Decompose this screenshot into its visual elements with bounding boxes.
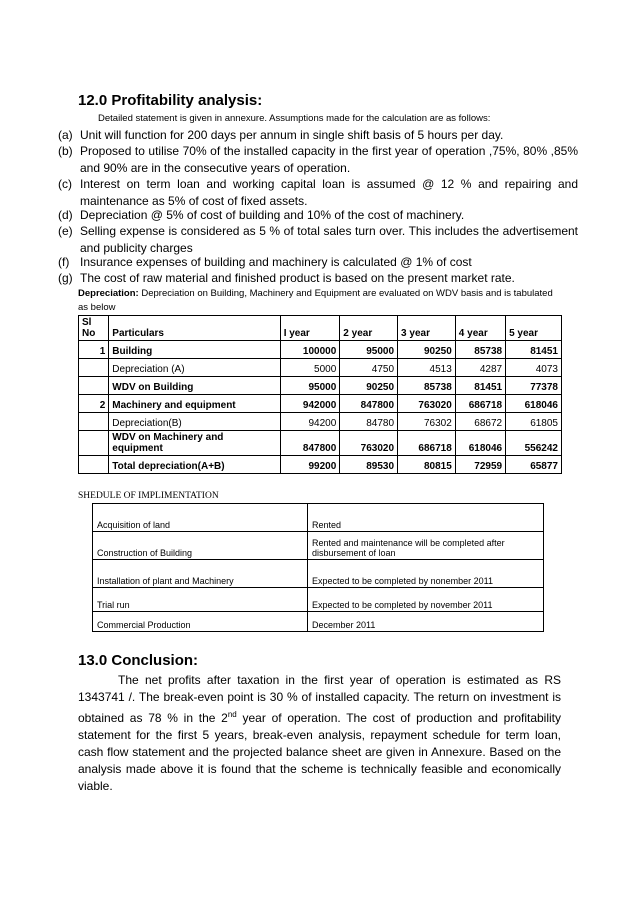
schedule-status: Rented	[308, 504, 544, 532]
header-sl-no: Sl No	[79, 316, 109, 341]
conclusion-paragraph	[78, 672, 561, 795]
cell-y2: 84780	[340, 413, 398, 431]
schedule-activity: Acquisition of land	[93, 504, 308, 532]
cell-y4: 81451	[455, 377, 505, 395]
cell-y5: 81451	[506, 341, 562, 359]
assumption-text: Interest on term loan and working capital loan is assumed @ 12 % and repairing and maintenance as 5% of cost of fixed assets.	[80, 177, 578, 208]
schedule-activity: Installation of plant and Machinery	[93, 560, 308, 588]
assumption-marker: (g)	[58, 271, 73, 285]
cell-particulars: WDV on Machinery and equipment	[109, 431, 280, 456]
cell-y5: 65877	[506, 456, 562, 474]
schedule-row	[93, 588, 544, 612]
cell-particulars: Depreciation (A)	[109, 359, 280, 377]
cell-y5: 77378	[506, 377, 562, 395]
schedule-activity: Trial run	[93, 588, 308, 612]
cell-y2: 90250	[340, 377, 398, 395]
table-row	[79, 456, 562, 474]
schedule-status: December 2011	[308, 612, 544, 632]
schedule-status: Expected to be completed by november 2011	[308, 588, 544, 612]
cell-y2: 89530	[340, 456, 398, 474]
cell-y3: 686718	[398, 431, 456, 456]
cell-particulars: Building	[109, 341, 280, 359]
schedule-activity: Construction of Building	[93, 532, 308, 560]
assumption-text: Unit will function for 200 days per annum in single shift basis of 5 hours per day.	[80, 128, 504, 142]
cell-particulars: Depreciation(B)	[109, 413, 280, 431]
cell-sl	[79, 413, 109, 431]
cell-y2: 4750	[340, 359, 398, 377]
cell-y4: 72959	[455, 456, 505, 474]
cell-y4: 686718	[455, 395, 505, 413]
depreciation-table	[78, 315, 562, 474]
header-year-1: I year	[280, 316, 340, 341]
table-row	[79, 413, 562, 431]
schedule-title: SHEDULE OF IMPLIMENTATION	[78, 491, 219, 501]
cell-y3: 80815	[398, 456, 456, 474]
depreciation-note	[78, 287, 558, 315]
cell-y4: 4287	[455, 359, 505, 377]
assumption-marker: (f)	[58, 255, 70, 269]
schedule-row	[93, 612, 544, 632]
cell-y3: 85738	[398, 377, 456, 395]
header-particulars: Particulars	[109, 316, 280, 341]
assumption-marker: (b)	[58, 144, 73, 158]
cell-y4: 85738	[455, 341, 505, 359]
assumption-text: Selling expense is considered as 5 % of total sales turn over. This includes the advertisement and publicity charges	[80, 224, 578, 255]
depreciation-text: Depreciation on Building, Machinery and Equipment are evaluated on WDV basis and is tabulated as below	[78, 288, 553, 313]
assumption-e	[58, 223, 578, 256]
table-row	[79, 395, 562, 413]
assumption-marker: (e)	[58, 224, 73, 238]
table-row	[79, 377, 562, 395]
cell-y5: 61805	[506, 413, 562, 431]
schedule-table	[92, 503, 544, 632]
cell-sl	[79, 377, 109, 395]
section-13-title: 13.0 Conclusion:	[78, 652, 199, 669]
assumption-a	[58, 127, 578, 144]
cell-y3: 90250	[398, 341, 456, 359]
cell-sl: 2	[79, 395, 109, 413]
cell-particulars: Machinery and equipment	[109, 395, 280, 413]
schedule-activity: Commercial Production	[93, 612, 308, 632]
schedule-row	[93, 532, 544, 560]
cell-y1: 847800	[280, 431, 340, 456]
cell-y2: 95000	[340, 341, 398, 359]
table-row	[79, 431, 562, 456]
cell-y4: 68672	[455, 413, 505, 431]
cell-sl: 1	[79, 341, 109, 359]
assumption-text: Depreciation @ 5% of cost of building and 10% of the cost of machinery.	[80, 208, 465, 222]
cell-y4: 618046	[455, 431, 505, 456]
assumption-text: Insurance expenses of building and machinery is calculated @ 1% of cost	[80, 255, 472, 269]
cell-y1: 99200	[280, 456, 340, 474]
header-year-3: 3 year	[398, 316, 456, 341]
header-year-5: 5 year	[506, 316, 562, 341]
conclusion-superscript: nd	[227, 710, 237, 719]
schedule-status: Rented and maintenance will be completed after disbursement of loan	[308, 532, 544, 560]
depreciation-label: Depreciation:	[78, 288, 139, 299]
cell-y3: 763020	[398, 395, 456, 413]
conclusion-text-a: The net profits after taxation in the first year of operation is estimated as RS 1343741 /. The break-even point is 30 % of installed capacity. The return on investment is obtained as 78 % in the 2	[78, 673, 561, 725]
cell-y5: 618046	[506, 395, 562, 413]
cell-sl	[79, 456, 109, 474]
cell-y1: 5000	[280, 359, 340, 377]
cell-y3: 4513	[398, 359, 456, 377]
cell-sl	[79, 431, 109, 456]
cell-y1: 100000	[280, 341, 340, 359]
assumption-text: The cost of raw material and finished product is based on the present market rate.	[80, 271, 515, 285]
assumption-b	[58, 143, 578, 176]
table-row	[79, 359, 562, 377]
assumption-marker: (a)	[58, 128, 73, 142]
assumption-g	[58, 270, 578, 287]
table-row	[79, 341, 562, 359]
schedule-status: Expected to be completed by nonember 2011	[308, 560, 544, 588]
cell-sl	[79, 359, 109, 377]
section-12-intro: Detailed statement is given in annexure. Assumptions made for the calculation are as follows:	[98, 113, 491, 124]
assumption-c	[58, 176, 578, 209]
schedule-row	[93, 504, 544, 532]
cell-y1: 94200	[280, 413, 340, 431]
table-header-row	[79, 316, 562, 341]
conclusion-text-b: year of operation. The cost of production and profitability statement for the first 5 years, break-even analysis, repayment schedule for term loan, cash flow statement and the projected balance sheet are given in Annexure. Based on the analysis made above it is found that the scheme is technically feasible and economically viable.	[78, 711, 562, 793]
assumption-marker: (c)	[58, 177, 72, 191]
cell-y1: 95000	[280, 377, 340, 395]
cell-y1: 942000	[280, 395, 340, 413]
header-year-4: 4 year	[455, 316, 505, 341]
cell-y2: 847800	[340, 395, 398, 413]
header-year-2: 2 year	[340, 316, 398, 341]
assumption-f	[58, 254, 578, 271]
cell-particulars: WDV on Building	[109, 377, 280, 395]
cell-y3: 76302	[398, 413, 456, 431]
cell-y2: 763020	[340, 431, 398, 456]
schedule-row	[93, 560, 544, 588]
section-12-title: 12.0 Profitability analysis:	[78, 92, 263, 109]
cell-particulars: Total depreciation(A+B)	[109, 456, 280, 474]
assumption-marker: (d)	[58, 208, 73, 222]
cell-y5: 556242	[506, 431, 562, 456]
assumption-text: Proposed to utilise 70% of the installed capacity in the first year of operation ,75%, 80% ,85% and 90% are in the consecutive years of operation.	[80, 144, 578, 175]
cell-y5: 4073	[506, 359, 562, 377]
assumption-d	[58, 207, 578, 224]
